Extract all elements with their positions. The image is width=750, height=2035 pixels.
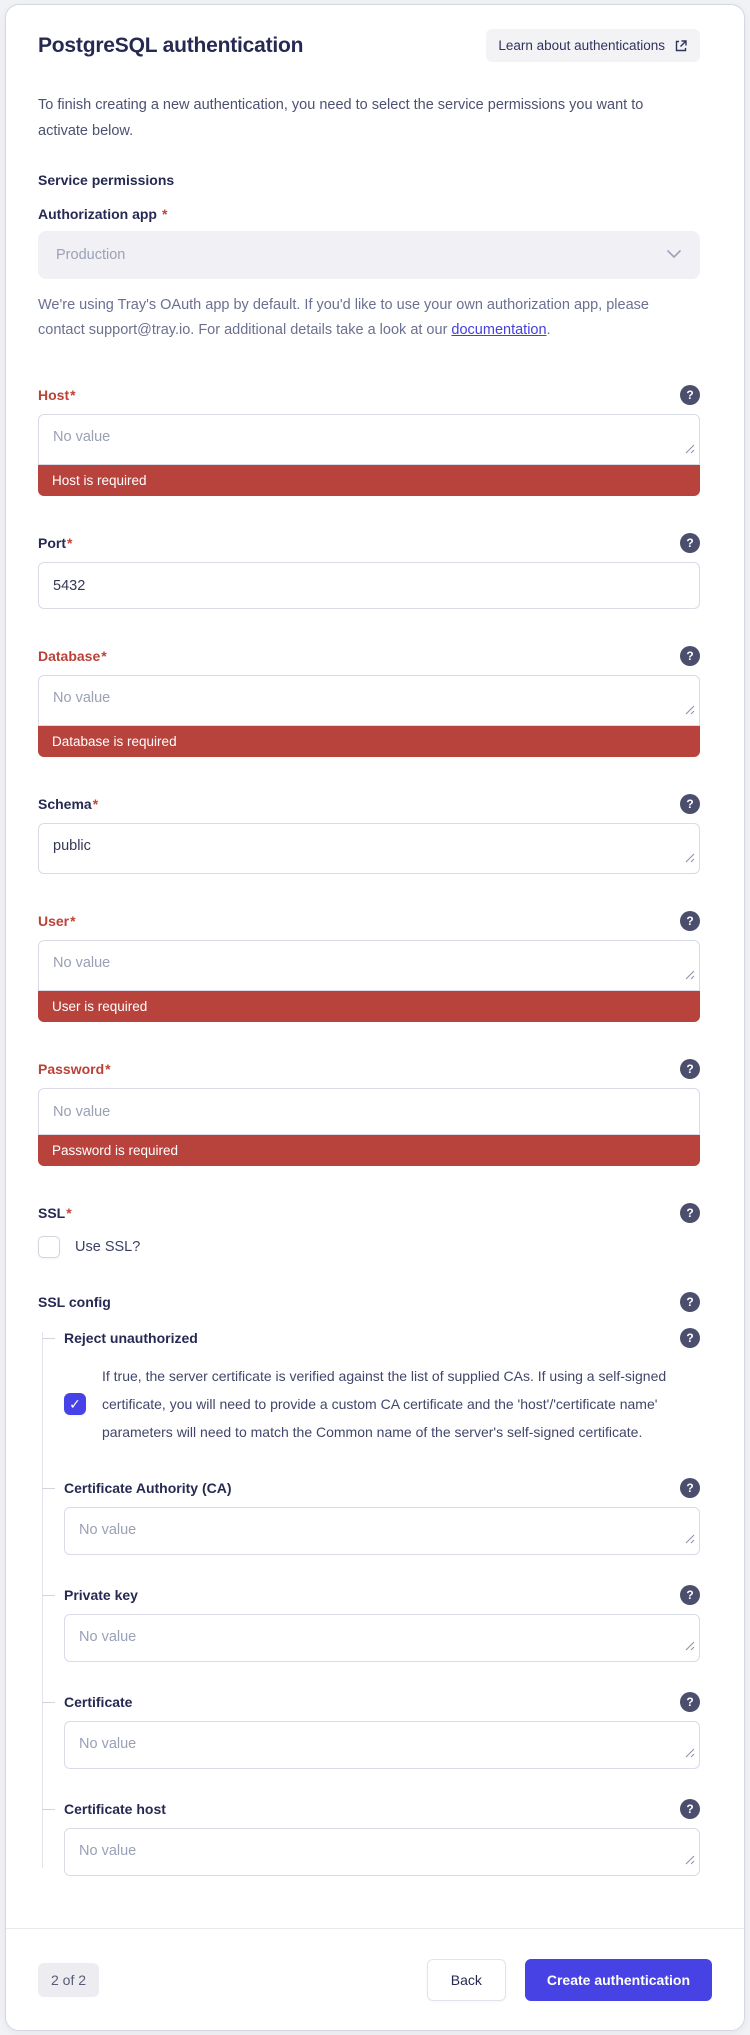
ssl-label: SSL* [38,1205,72,1221]
database-error-message: Database is required [38,726,700,757]
schema-label: Schema* [38,796,99,812]
port-help-icon[interactable]: ? [680,533,700,553]
password-error-message: Password is required [38,1135,700,1166]
database-label: Database* [38,648,107,664]
certificate-host-help-icon[interactable]: ? [680,1799,700,1819]
reject-unauthorized-checkbox[interactable] [64,1393,86,1415]
field-user [38,911,700,1022]
service-permissions-heading: Service permissions [38,172,175,188]
schema-input[interactable] [38,823,700,874]
learn-button-label: Learn about authentications [498,38,665,53]
external-link-icon [674,39,688,53]
field-database [38,646,700,757]
field-password [38,1059,700,1166]
authentication-dialog [5,4,745,2031]
host-label: Host* [38,387,76,403]
certificate-help-icon[interactable]: ? [680,1692,700,1712]
step-indicator: 2 of 2 [38,1963,99,1997]
authorization-app-select[interactable] [38,231,700,279]
back-button[interactable]: Back [427,1959,506,2001]
dialog-header [38,29,700,62]
page-title: PostgreSQL authentication [38,33,304,57]
authorization-app-label: Authorization app * [38,206,168,222]
dialog-footer [6,1928,744,2030]
create-authentication-button[interactable]: Create authentication [525,1959,712,2001]
password-help-icon[interactable]: ? [680,1059,700,1079]
learn-about-authentications-button[interactable] [486,29,700,62]
ssl-config-label: SSL config [38,1294,111,1310]
schema-help-icon[interactable]: ? [680,794,700,814]
field-certificate-host [64,1799,700,1876]
field-certificate [64,1692,700,1769]
reject-unauthorized-description: If true, the server certificate is verified against the list of supplied CAs. If using a self-signed certificate, you will need to provide a custom CA certificate and the 'host'/'certificate name' parameters will need to match the Common name of the server's self-signed certificate. [102,1368,667,1440]
host-help-icon[interactable]: ? [680,385,700,405]
field-host [38,385,700,496]
private-key-input[interactable] [64,1614,700,1662]
port-label: Port* [38,535,73,551]
documentation-link[interactable]: documentation [451,322,547,338]
ssl-config-help-icon[interactable]: ? [680,1292,700,1312]
certificate-host-label: Certificate host [64,1801,166,1817]
use-ssl-checkbox[interactable] [38,1236,60,1258]
password-input[interactable] [38,1088,700,1135]
database-input[interactable] [38,675,700,726]
field-certificate-authority [64,1478,700,1555]
user-error-message: User is required [38,991,700,1022]
authorization-app-helper-text: We're using Tray's OAuth app by default. If you'd like to use your own authorization app, please contact support@tray.io. For additional details take a look at our documentation. [38,297,649,338]
reject-unauthorized-row [64,1362,700,1446]
chevron-down-icon [666,246,682,264]
port-input[interactable] [38,562,700,609]
certificate-authority-help-icon[interactable]: ? [680,1478,700,1498]
password-label: Password* [38,1061,111,1077]
certificate-authority-label: Certificate Authority (CA) [64,1480,232,1496]
authorization-app-selected-value: Production [56,247,126,263]
user-label: User* [38,913,76,929]
certificate-authority-input[interactable] [64,1507,700,1555]
use-ssl-checkbox-row [38,1236,700,1258]
certificate-label: Certificate [64,1694,133,1710]
database-help-icon[interactable]: ? [680,646,700,666]
certificate-host-input[interactable] [64,1828,700,1876]
use-ssl-checkbox-label: Use SSL? [75,1239,141,1255]
ssl-config-group [38,1328,700,1876]
dialog-body [6,5,744,1928]
user-input[interactable] [38,940,700,991]
authorization-app-label-row [38,206,700,222]
intro-text: To finish creating a new authentication, you need to select the service permissions you want to activate below. [38,97,644,139]
host-error-message: Host is required [38,465,700,496]
field-ssl-config [38,1292,700,1876]
check-icon: ✓ [69,1395,81,1412]
private-key-help-icon[interactable]: ? [680,1585,700,1605]
private-key-label: Private key [64,1587,138,1603]
field-ssl [38,1203,700,1258]
reject-unauthorized-label: Reject unauthorized [64,1330,198,1346]
host-input[interactable] [38,414,700,465]
field-schema [38,794,700,874]
field-reject-unauthorized [64,1328,700,1446]
field-private-key [64,1585,700,1662]
certificate-input[interactable] [64,1721,700,1769]
ssl-help-icon[interactable]: ? [680,1203,700,1223]
field-port [38,533,700,609]
reject-unauthorized-help-icon[interactable]: ? [680,1328,700,1348]
user-help-icon[interactable]: ? [680,911,700,931]
